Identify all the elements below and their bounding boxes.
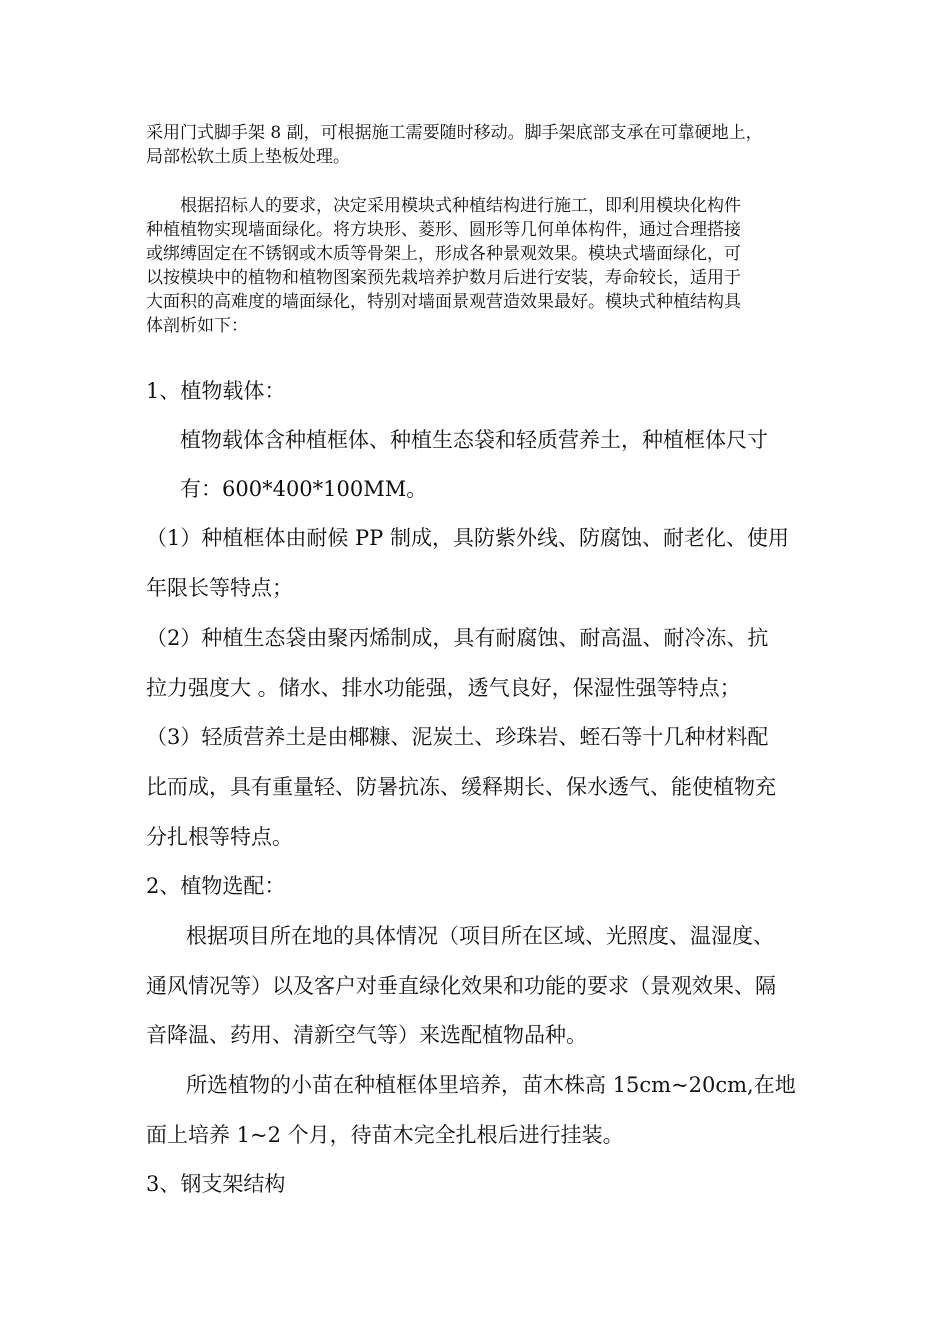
section1-item2-line-2: 拉力强度大 。储水、排水功能强，透气良好，保湿性强等特点；: [146, 676, 741, 700]
section1-item3-line-1: （3）轻质营养土是由椰糠、泥炭土、珍珠岩、蛭石等十几种材料配: [146, 725, 769, 749]
para2-line-1: 根据招标人的要求，决定采用模块式种植结构进行施工，即利用模块化构件: [180, 196, 741, 216]
intro-line-2: 局部松软土质上垫板处理。: [146, 147, 350, 167]
section2-p2-line-2: 面上培养 1~2 个月，待苗木完全扎根后进行挂装。: [146, 1123, 624, 1147]
para2-line-4: 以按模块中的植物和植物图案预先栽培养护数月后进行安装，寿命较长，适用于: [146, 268, 741, 288]
section2-p1-line-1: 根据项目所在地的具体情况（项目所在区域、光照度、温湿度、: [186, 924, 774, 948]
para2-line-5: 大面积的高难度的墙面绿化，特别对墙面景观营造效果最好。模块式种植结构具: [146, 292, 741, 312]
section2-p1-line-2: 通风情况等）以及客户对垂直绿化效果和功能的要求（景观效果、隔: [146, 974, 776, 998]
section1-desc-line-2: 有：600*400*100MM。: [180, 477, 428, 501]
para2-line-6: 体剖析如下：: [146, 316, 248, 336]
section1-item1-line-2: 年限长等特点；: [146, 576, 293, 600]
section2-p1-line-3: 音降温、药用、清新空气等）来选配植物品种。: [146, 1023, 587, 1047]
para2-line-3: 或绑缚固定在不锈钢或木质等骨架上，形成各种景观效果。模块式墙面绿化，可: [146, 244, 741, 264]
section1-item2-line-1: （2）种植生态袋由聚丙烯制成，具有耐腐蚀、耐高温、耐冷冻、抗: [146, 626, 769, 650]
section2-heading: 2、植物选配：: [146, 874, 286, 898]
section3-heading: 3、钢支架结构: [146, 1172, 286, 1196]
section1-heading: 1、植物载体：: [146, 379, 286, 403]
section1-item1-line-1: （1）种植框体由耐候 PP 制成，具防紫外线、防腐蚀、耐老化、使用: [146, 526, 789, 550]
section1-desc-line-1: 植物载体含种植框体、种植生态袋和轻质营养土，种植框体尺寸: [180, 428, 768, 452]
para2-line-2: 种植植物实现墙面绿化。将方块形、菱形、圆形等几何单体构件，通过合理搭接: [146, 220, 741, 240]
section2-p2-line-1: 所选植物的小苗在种植框体里培养，苗木株高 15cm~20cm,在地: [186, 1073, 796, 1097]
section1-item3-line-2: 比而成，具有重量轻、防暑抗冻、缓释期长、保水透气、能使植物充: [146, 775, 776, 799]
section1-item3-line-3: 分扎根等特点。: [146, 825, 293, 849]
intro-line-1: 采用门式脚手架 8 副，可根据施工需要随时移动。脚手架底部支承在可靠硬地上，: [146, 123, 763, 143]
